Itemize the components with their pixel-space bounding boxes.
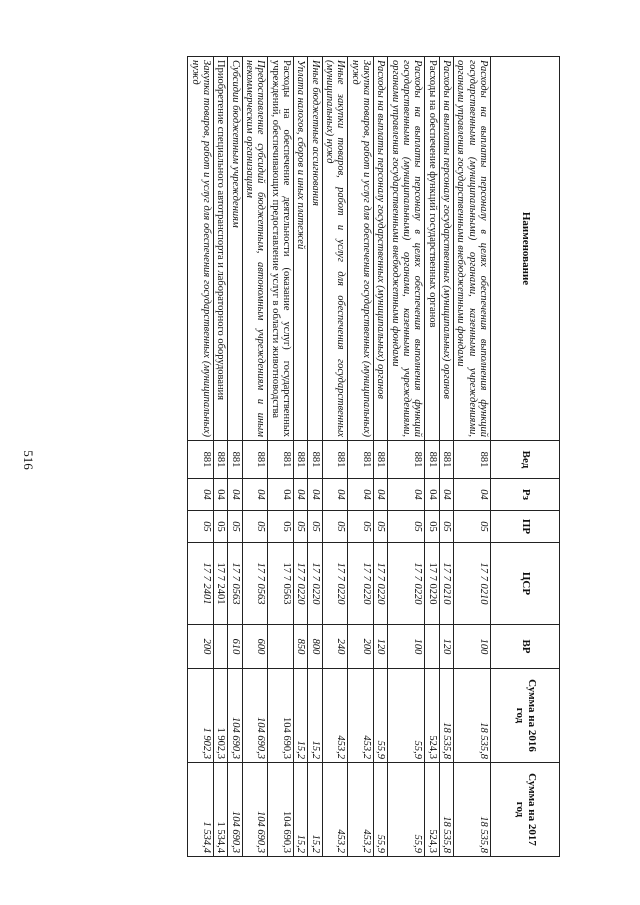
cell-csr: 17 7 0210 <box>439 543 453 625</box>
header-sum-2016: Сумма на 2016 год <box>491 669 560 763</box>
cell-csr: 17 7 0563 <box>268 543 294 625</box>
cell-name: Предоставление субсидий бюджетным, автономным учреждениям и иным некоммерческим организациям <box>242 57 268 441</box>
cell-rz: 04 <box>214 479 228 511</box>
cell-sum-2017: 104 690,3 <box>268 763 294 857</box>
cell-sum-2017: 15,2 <box>308 763 322 857</box>
table-row <box>242 57 268 857</box>
cell-pr: 05 <box>388 511 425 543</box>
cell-vr: 120 <box>439 625 453 669</box>
cell-rz: 04 <box>454 479 491 511</box>
cell-sum-2017: 453,2 <box>348 763 374 857</box>
cell-pr: 05 <box>242 511 268 543</box>
cell-rz: 04 <box>388 479 425 511</box>
cell-ved: 881 <box>242 441 268 479</box>
cell-csr: 17 7 0220 <box>388 543 425 625</box>
cell-pr: 05 <box>348 511 374 543</box>
rotated-table-container <box>100 56 560 856</box>
table-body <box>188 57 491 857</box>
cell-ved: 881 <box>348 441 374 479</box>
cell-rz: 04 <box>322 479 348 511</box>
cell-sum-2017: 15,2 <box>294 763 308 857</box>
cell-sum-2016: 104 690,3 <box>268 669 294 763</box>
cell-sum-2017: 18 535,8 <box>439 763 453 857</box>
cell-vr: 610 <box>228 625 242 669</box>
cell-csr: 17 7 0220 <box>425 543 439 625</box>
page-number: 516 <box>21 450 36 470</box>
table-row <box>425 57 439 857</box>
cell-sum-2016: 55,9 <box>388 669 425 763</box>
cell-name: Иные бюджетные ассигнования <box>308 57 322 441</box>
header-csr: ЦСР <box>491 543 560 625</box>
cell-sum-2016: 104 690,3 <box>242 669 268 763</box>
cell-sum-2017: 1 534,4 <box>214 763 228 857</box>
table-row <box>388 57 425 857</box>
cell-sum-2016: 1 902,3 <box>214 669 228 763</box>
table-row <box>214 57 228 857</box>
cell-ved: 881 <box>188 441 214 479</box>
cell-rz: 04 <box>374 479 388 511</box>
cell-vr: 600 <box>242 625 268 669</box>
cell-rz: 04 <box>228 479 242 511</box>
cell-ved: 881 <box>294 441 308 479</box>
cell-sum-2017: 104 690,3 <box>228 763 242 857</box>
cell-name: Расходы на выплаты персоналу в целях обеспечения выполнения функций государственными (муниципальными) органами, казенными учреждениями, органами управления государственными внебюджетными фондами <box>454 57 491 441</box>
cell-pr: 05 <box>322 511 348 543</box>
cell-pr: 05 <box>188 511 214 543</box>
header-vr: ВР <box>491 625 560 669</box>
cell-vr: 200 <box>348 625 374 669</box>
cell-sum-2017: 453,2 <box>322 763 348 857</box>
cell-sum-2016: 15,2 <box>294 669 308 763</box>
cell-sum-2016: 104 690,3 <box>228 669 242 763</box>
cell-name: Закупка товаров, работ и услуг для обеспечения государственных (муниципальных) нужд <box>348 57 374 441</box>
cell-sum-2017: 104 690,3 <box>242 763 268 857</box>
table-row <box>294 57 308 857</box>
cell-pr: 05 <box>439 511 453 543</box>
cell-name: Расходы на обеспечение функций государственных органов <box>425 57 439 441</box>
cell-name: Расходы на выплаты персоналу государственных (муниципальных) органов <box>374 57 388 441</box>
cell-name: Иные закупки товаров, работ и услуг для обеспечения государственных (муниципальных) нужд <box>322 57 348 441</box>
cell-ved: 881 <box>388 441 425 479</box>
cell-sum-2016: 524,3 <box>425 669 439 763</box>
cell-rz: 04 <box>268 479 294 511</box>
cell-sum-2016: 18 535,8 <box>439 669 453 763</box>
cell-vr <box>268 625 294 669</box>
header-name: Наименование <box>491 57 560 441</box>
cell-sum-2017: 18 535,8 <box>454 763 491 857</box>
cell-pr: 05 <box>308 511 322 543</box>
cell-vr: 240 <box>322 625 348 669</box>
cell-name: Уплата налогов, сборов и иных платежей <box>294 57 308 441</box>
header-pr: ПР <box>491 511 560 543</box>
cell-csr: 17 7 0220 <box>294 543 308 625</box>
cell-vr: 850 <box>294 625 308 669</box>
table-row <box>374 57 388 857</box>
cell-rz: 04 <box>439 479 453 511</box>
cell-pr: 05 <box>228 511 242 543</box>
cell-csr: 17 7 0220 <box>374 543 388 625</box>
cell-vr: 100 <box>388 625 425 669</box>
cell-csr: 17 7 0210 <box>454 543 491 625</box>
cell-pr: 05 <box>374 511 388 543</box>
header-rz: Рз <box>491 479 560 511</box>
cell-pr: 05 <box>454 511 491 543</box>
budget-table <box>187 56 560 857</box>
cell-name: Субсидии бюджетным учреждениям <box>228 57 242 441</box>
table-row <box>228 57 242 857</box>
table-row <box>439 57 453 857</box>
cell-name: Расходы на обеспечение деятельности (оказание услуг) государственных учреждений, обеспечивающих предоставление услуг в области животноводства <box>268 57 294 441</box>
cell-rz: 04 <box>308 479 322 511</box>
cell-rz: 04 <box>425 479 439 511</box>
cell-sum-2016: 18 535,8 <box>454 669 491 763</box>
cell-rz: 04 <box>348 479 374 511</box>
cell-pr: 05 <box>214 511 228 543</box>
table-row <box>268 57 294 857</box>
table-row <box>188 57 214 857</box>
cell-sum-2016: 55,9 <box>374 669 388 763</box>
cell-vr <box>214 625 228 669</box>
cell-sum-2017: 524,3 <box>425 763 439 857</box>
cell-sum-2017: 55,9 <box>374 763 388 857</box>
cell-csr: 17 7 0563 <box>242 543 268 625</box>
cell-sum-2017: 1 534,4 <box>188 763 214 857</box>
cell-sum-2016: 453,2 <box>348 669 374 763</box>
cell-ved: 881 <box>425 441 439 479</box>
cell-name: Расходы на выплаты персоналу государственных (муниципальных) органов <box>439 57 453 441</box>
cell-sum-2017: 55,9 <box>388 763 425 857</box>
cell-ved: 881 <box>439 441 453 479</box>
cell-sum-2016: 15,2 <box>308 669 322 763</box>
cell-ved: 881 <box>228 441 242 479</box>
cell-pr: 05 <box>425 511 439 543</box>
cell-rz: 04 <box>242 479 268 511</box>
table-row <box>454 57 491 857</box>
cell-pr: 05 <box>294 511 308 543</box>
cell-vr: 200 <box>188 625 214 669</box>
cell-ved: 881 <box>214 441 228 479</box>
table-header-row <box>491 57 560 857</box>
cell-rz: 04 <box>188 479 214 511</box>
cell-csr: 17 7 2401 <box>188 543 214 625</box>
cell-ved: 881 <box>454 441 491 479</box>
cell-ved: 881 <box>268 441 294 479</box>
cell-vr: 800 <box>308 625 322 669</box>
cell-name: Расходы на выплаты персоналу в целях обеспечения выполнения функций государственными (муниципальными) органами, казенными учреждениями, органами управления государственными внебюджетными фондами <box>388 57 425 441</box>
cell-rz: 04 <box>294 479 308 511</box>
cell-vr: 120 <box>374 625 388 669</box>
cell-name: Закупка товаров, работ и услуг для обеспечения государственных (муниципальных) нужд <box>188 57 214 441</box>
cell-csr: 17 7 0220 <box>322 543 348 625</box>
cell-sum-2016: 453,2 <box>322 669 348 763</box>
cell-csr: 17 7 0563 <box>228 543 242 625</box>
table-row <box>348 57 374 857</box>
table-row <box>308 57 322 857</box>
cell-vr <box>425 625 439 669</box>
cell-vr: 100 <box>454 625 491 669</box>
cell-ved: 881 <box>322 441 348 479</box>
cell-pr: 05 <box>268 511 294 543</box>
header-sum-2017: Сумма на 2017 год <box>491 763 560 857</box>
cell-csr: 17 7 0220 <box>348 543 374 625</box>
header-ved: Вед <box>491 441 560 479</box>
cell-ved: 881 <box>374 441 388 479</box>
cell-sum-2016: 1 902,3 <box>188 669 214 763</box>
cell-name: Приобретение специального автотранспорта и лабораторного оборудования <box>214 57 228 441</box>
cell-csr: 17 7 0220 <box>308 543 322 625</box>
cell-csr: 17 7 2401 <box>214 543 228 625</box>
table-row <box>322 57 348 857</box>
cell-ved: 881 <box>308 441 322 479</box>
